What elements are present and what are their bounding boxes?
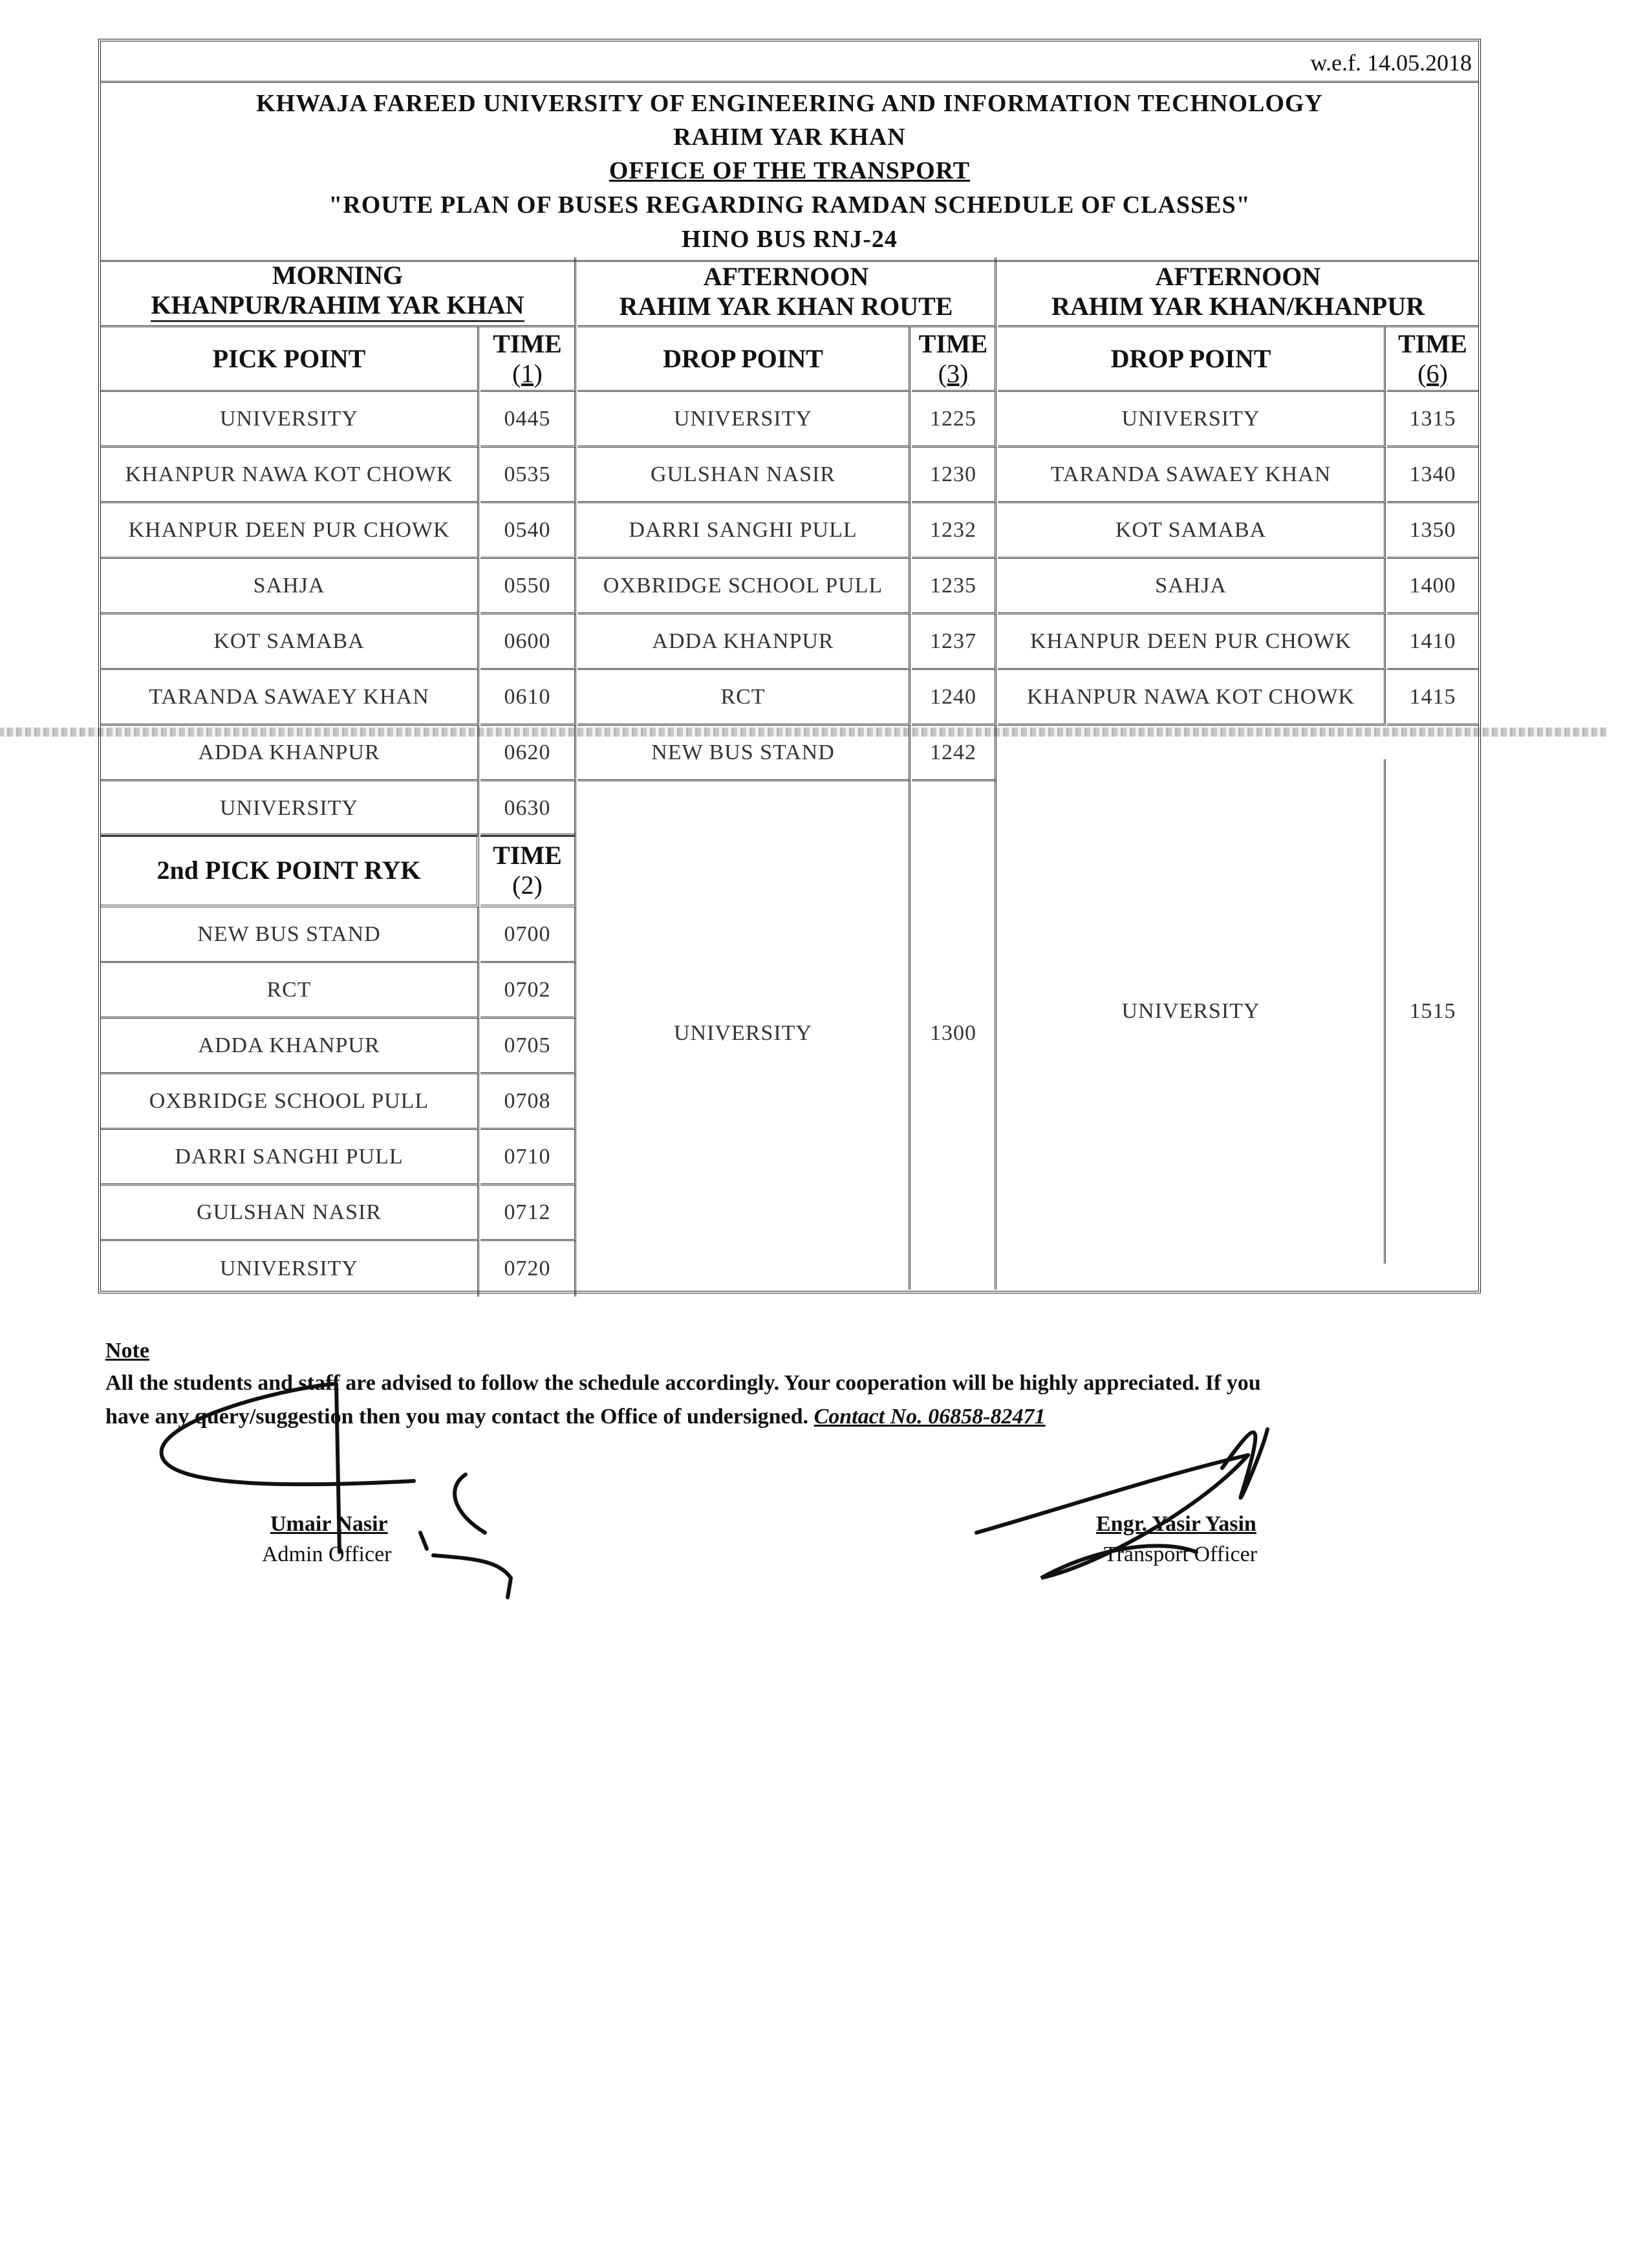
- afternoon2-drop-time: 1410: [1387, 614, 1478, 670]
- morning-pick-time: 0610: [480, 670, 576, 726]
- second-pick-time: 0712: [480, 1185, 576, 1241]
- afternoon1-drop-time: 1235: [912, 559, 997, 614]
- morning-pick-point: SAHJA: [101, 559, 479, 614]
- second-pick-point: DARRI SANGHI PULL: [101, 1130, 479, 1185]
- second-pick-header: 2nd PICK POINT RYK: [101, 834, 479, 907]
- afternoon1-drop-time: 1232: [912, 503, 997, 559]
- time2-number: (2): [512, 870, 543, 900]
- afternoon1-final-time: 1300: [912, 777, 997, 1290]
- bus-name: HINO BUS RNJ-24: [682, 226, 898, 253]
- office-title: OFFICE OF THE TRANSPORT: [609, 157, 971, 184]
- note-line2-text: have any query/suggestion then you may contact the Office of undersigned.: [105, 1405, 809, 1429]
- city-name: RAHIM YAR KHAN: [673, 124, 906, 151]
- contact-number: Contact No. 06858-82471: [814, 1405, 1046, 1429]
- afternoon1-drop-time: 1240: [912, 670, 997, 726]
- afternoon2-drop-time: 1400: [1387, 559, 1478, 614]
- second-pick-point: UNIVERSITY: [101, 1241, 479, 1297]
- afternoon1-drop-time: 1237: [912, 614, 997, 670]
- afternoon2-drop-time: 1315: [1387, 392, 1478, 448]
- afternoon2-drop-point: SAHJA: [998, 559, 1386, 614]
- second-pick-time: 0700: [480, 907, 576, 963]
- afternoon2-drop-point: TARANDA SAWAEY KHAN: [998, 448, 1386, 503]
- morning-pick-point: KOT SAMABA: [101, 614, 479, 670]
- morning-pick-point: KHANPUR DEEN PUR CHOWK: [101, 503, 479, 559]
- afternoon2-title: AFTERNOON: [1155, 261, 1321, 291]
- morning-pick-time: 0630: [480, 781, 576, 837]
- morning-pick-time: 0535: [480, 448, 576, 503]
- afternoon1-drop-time: 1242: [912, 726, 997, 781]
- afternoon2-subtitle: RAHIM YAR KHAN/KHANPUR: [1051, 291, 1425, 321]
- afternoon1-title: AFTERNOON: [703, 261, 869, 291]
- second-pick-point: NEW BUS STAND: [101, 907, 479, 963]
- afternoon2-drop-point: UNIVERSITY: [998, 392, 1386, 448]
- afternoon2-final-time: 1515: [1409, 999, 1456, 1023]
- time3-number: (3): [938, 358, 969, 388]
- afternoon1-drop-point: NEW BUS STAND: [577, 726, 911, 781]
- afternoon1-drop-point: RCT: [577, 670, 911, 726]
- time6-label: TIME: [1398, 329, 1467, 358]
- afternoon1-drop-point: ADDA KHANPUR: [577, 614, 911, 670]
- left-signatory-name: Umair Nasir: [270, 1512, 388, 1536]
- right-signatory-name: Engr. Yasir Yasin: [1096, 1512, 1256, 1536]
- morning-pick-point: TARANDA SAWAEY KHAN: [101, 670, 479, 726]
- right-signatory-title: Transport Officer: [1104, 1542, 1258, 1566]
- second-pick-time: 0708: [480, 1074, 576, 1130]
- afternoon2-drop-time: 1350: [1387, 503, 1478, 559]
- afternoon1-final-place: UNIVERSITY: [577, 777, 911, 1290]
- morning-pick-point: UNIVERSITY: [101, 392, 479, 448]
- morning-pick-point: ADDA KHANPUR: [101, 726, 479, 781]
- time1-number: (1): [512, 358, 543, 388]
- afternoon1-drop-point: GULSHAN NASIR: [577, 448, 911, 503]
- second-pick-point: GULSHAN NASIR: [101, 1185, 479, 1241]
- afternoon1-drop-point: UNIVERSITY: [577, 392, 911, 448]
- afternoon2-final-place: UNIVERSITY: [998, 759, 1386, 1264]
- morning-subtitle: KHANPUR/RAHIM YAR KHAN: [151, 290, 524, 322]
- time2-label: TIME: [493, 841, 562, 870]
- morning-pick-time: 0445: [480, 392, 576, 448]
- route-plan-title: "ROUTE PLAN OF BUSES REGARDING RAMDAN SCHEDULE OF CLASSES": [329, 191, 1251, 219]
- time1-label: TIME: [493, 329, 562, 358]
- morning-pick-time: 0600: [480, 614, 576, 670]
- morning-pick-time: 0540: [480, 503, 576, 559]
- afternoon2-drop-time: 1340: [1387, 448, 1478, 503]
- morning-title: MORNING: [272, 261, 404, 290]
- afternoon2-drop-point: KHANPUR NAWA KOT CHOWK: [998, 670, 1386, 726]
- afternoon2-drop-point: KHANPUR DEEN PUR CHOWK: [998, 614, 1386, 670]
- afternoon1-drop-time: 1230: [912, 448, 997, 503]
- second-pick-time: 0720: [480, 1241, 576, 1297]
- afternoon1-subtitle: RAHIM YAR KHAN ROUTE: [619, 291, 953, 321]
- morning-pick-time: 0620: [480, 726, 576, 781]
- effective-date: w.e.f. 14.05.2018: [1310, 50, 1472, 76]
- left-signatory-title: Admin Officer: [262, 1542, 392, 1566]
- note-line1: All the students and staff are advised to follow the schedule accordingly. Your cooperation will be highly appreciated. If you: [105, 1371, 1261, 1395]
- drop-point1-header: DROP POINT: [577, 327, 911, 392]
- morning-pick-time: 0550: [480, 559, 576, 614]
- afternoon1-drop-point: DARRI SANGHI PULL: [577, 503, 911, 559]
- drop-point2-header: DROP POINT: [998, 327, 1386, 392]
- afternoon2-drop-point: KOT SAMABA: [998, 503, 1386, 559]
- second-pick-time: 0702: [480, 963, 576, 1019]
- second-pick-point: OXBRIDGE SCHOOL PULL: [101, 1074, 479, 1130]
- time6-number: (6): [1417, 358, 1448, 388]
- afternoon1-drop-time: 1225: [912, 392, 997, 448]
- afternoon1-drop-point: OXBRIDGE SCHOOL PULL: [577, 559, 911, 614]
- second-pick-time: 0710: [480, 1130, 576, 1185]
- afternoon2-drop-time: 1415: [1387, 670, 1478, 726]
- time3-label: TIME: [918, 329, 988, 358]
- second-pick-time: 0705: [480, 1019, 576, 1074]
- morning-pick-point: KHANPUR NAWA KOT CHOWK: [101, 448, 479, 503]
- note-heading-text: Note: [105, 1339, 149, 1363]
- second-pick-point: ADDA KHANPUR: [101, 1019, 479, 1074]
- second-pick-point: RCT: [101, 963, 479, 1019]
- university-name: KHWAJA FAREED UNIVERSITY OF ENGINEERING AND INFORMATION TECHNOLOGY: [256, 90, 1323, 117]
- pick-point-header: PICK POINT: [101, 327, 479, 392]
- morning-pick-point: UNIVERSITY: [101, 781, 479, 837]
